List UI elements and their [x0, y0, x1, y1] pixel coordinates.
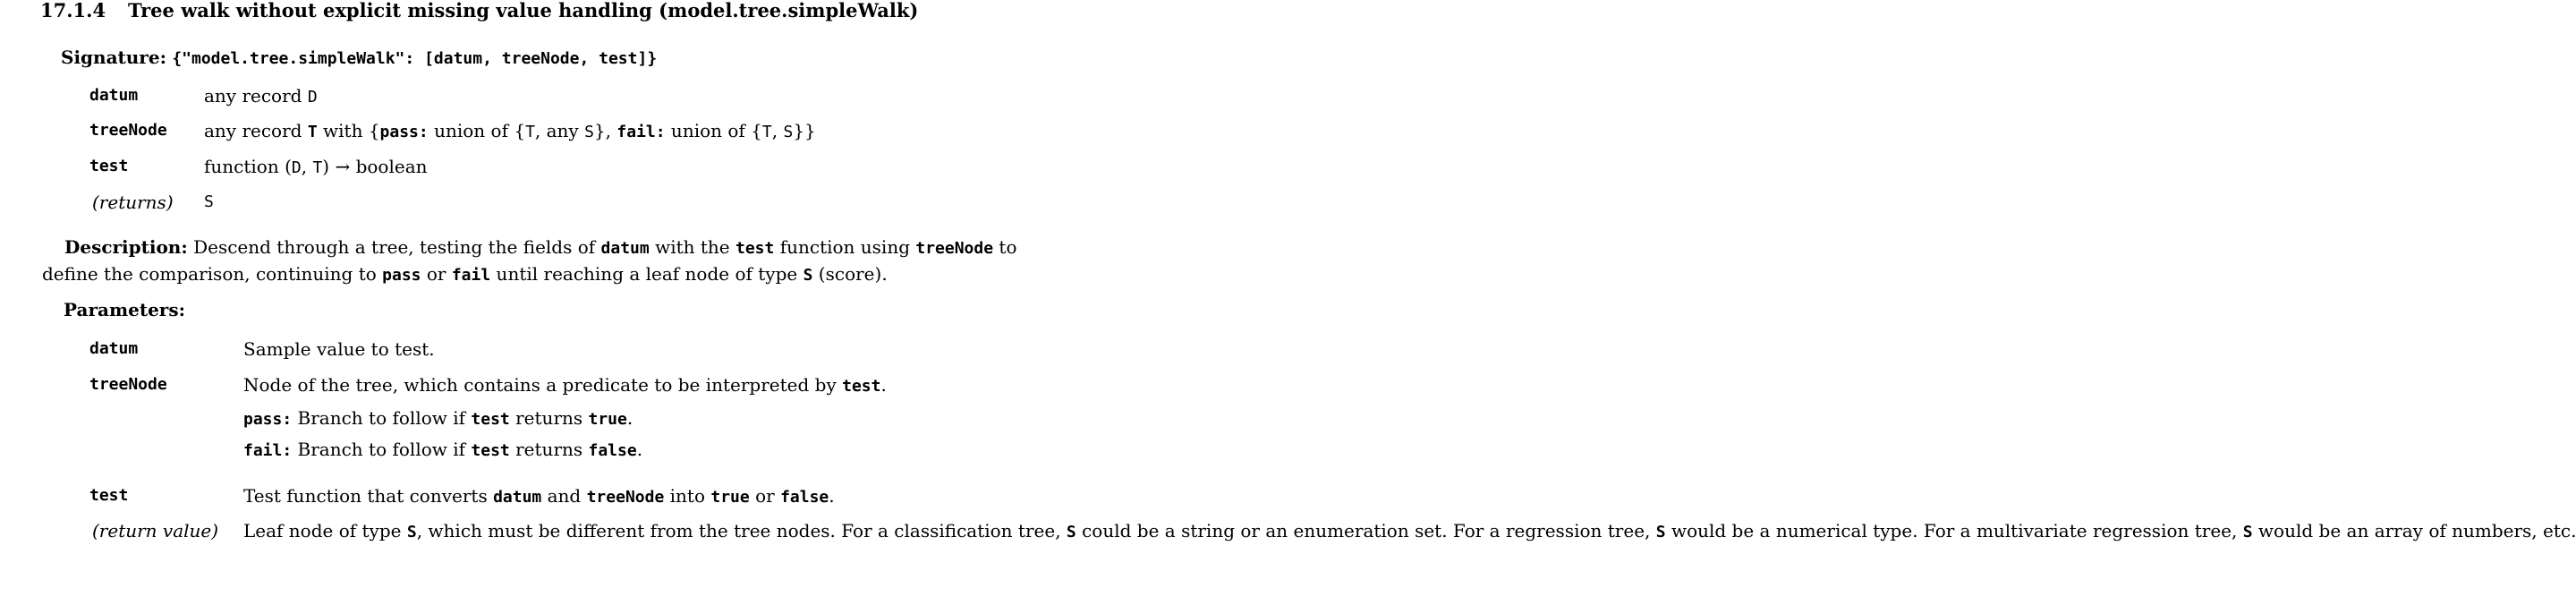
type-name: treeNode	[89, 121, 167, 140]
param-desc: Node of the tree, which contains a predicate to be interpreted by test.	[243, 374, 887, 396]
param-name: treeNode	[89, 375, 167, 394]
sub-key: fail:	[243, 441, 293, 460]
type-desc: any record T with {pass: union of {T, any S}, fail: union of {T, S}}	[204, 120, 816, 141]
type-desc: any record D	[204, 85, 318, 107]
parameters-label: Parameters:	[64, 299, 185, 320]
type-name: (returns)	[92, 192, 174, 213]
type-desc: function (D, T) → boolean	[204, 156, 428, 177]
sub-key: pass:	[243, 410, 293, 429]
signature-label: Signature:	[61, 47, 166, 68]
signature-code: {"model.tree.simpleWalk": [datum, treeNode, test]}	[172, 49, 658, 68]
type-name: datum	[89, 86, 139, 105]
description-label: Description:	[64, 236, 188, 258]
param-name: test	[89, 486, 129, 505]
param-desc: Sample value to test.	[243, 338, 435, 360]
signature-line	[61, 45, 657, 72]
param-desc: Leaf node of type S, which must be different from the tree nodes. For a classification tree, S could be a string or an enumeration set. For a regression tree, S would be a numerical type. For a multivariate regression tree, S would be an array of numbers, etc.	[243, 520, 2576, 542]
param-name: (return value)	[92, 520, 219, 542]
section-heading	[40, 0, 918, 23]
description-paragraph: Description: Descend through a tree, testing the fields of datum with the test function using treeNode to define the comparison, continuing to pass or fail until reaching a leaf node of type S (score).	[42, 236, 1017, 285]
param-name: datum	[89, 339, 139, 358]
type-desc: S	[204, 192, 214, 211]
section-number: 17.1.4	[40, 0, 106, 21]
section-title: Tree walk without explicit missing value handling (model.tree.simpleWalk)	[128, 0, 919, 21]
type-name: test	[89, 157, 129, 175]
param-desc: Test function that converts datum and treeNode into true or false.	[243, 485, 835, 507]
